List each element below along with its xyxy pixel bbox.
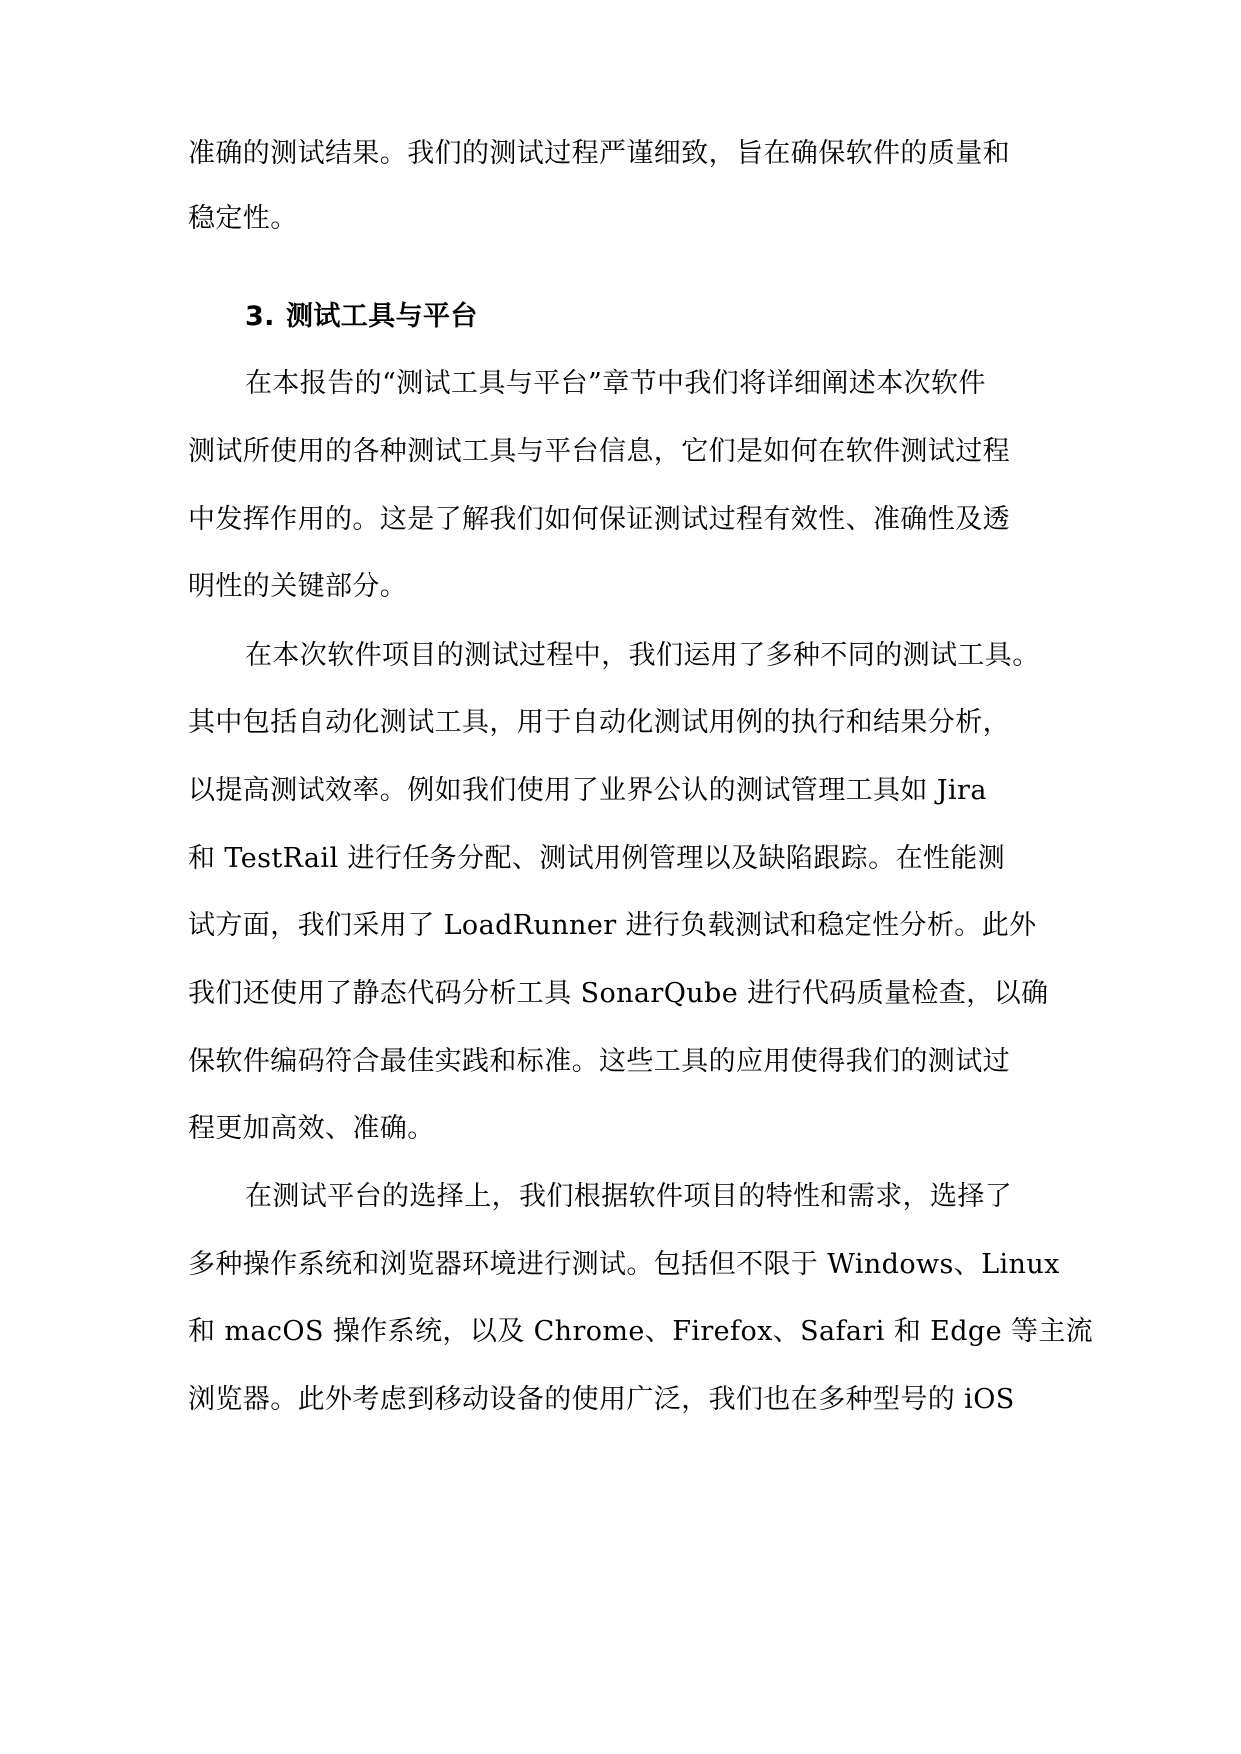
section-number: 3.: [245, 301, 275, 332]
section-title: 测试工具与平台: [286, 301, 478, 332]
paragraph-line: 中发挥作用的。这是了解我们如何保证测试过程有效性、准确性及透: [188, 504, 1010, 535]
paragraph-line: 程更加高效、准确。: [188, 1113, 435, 1144]
paragraph-line: 保软件编码符合最佳实践和标准。这些工具的应用使得我们的测试过: [188, 1046, 1010, 1077]
paragraph-line: 和 TestRail 进行任务分配、测试用例管理以及缺陷跟踪。在性能测: [188, 843, 1006, 874]
paragraph-line: 其中包括自动化测试工具，用于自动化测试用例的执行和结果分析，: [188, 707, 1010, 738]
paragraph-line: 多种操作系统和浏览器环境进行测试。包括但不限于 Windows、Linux: [188, 1249, 1060, 1280]
paragraph-line: 在本次软件项目的测试过程中，我们运用了多种不同的测试工具。: [245, 640, 1040, 671]
document-page: [188, 0, 1094, 1754]
paragraph-line: 在测试平台的选择上，我们根据软件项目的特性和需求，选择了: [245, 1181, 1013, 1212]
paragraph-line: 我们还使用了静态代码分析工具 SonarQube 进行代码质量检查，以确: [188, 978, 1049, 1009]
paragraph-line: 明性的关键部分。: [188, 571, 408, 602]
paragraph-line: 在本报告的“测试工具与平台”章节中我们将详细阐述本次软件: [245, 368, 986, 399]
paragraph-line: 和 macOS 操作系统，以及 Chrome、Firefox、Safari 和 Edge 等主流: [188, 1316, 1094, 1347]
section-heading: [245, 297, 478, 337]
paragraph-line: 浏览器。此外考虑到移动设备的使用广泛，我们也在多种型号的 iOS: [188, 1384, 1015, 1415]
text-line: 稳定性。: [188, 203, 298, 234]
paragraph-line: 测试所使用的各种测试工具与平台信息，它们是如何在软件测试过程: [188, 436, 1010, 467]
paragraph-line: 以提高测试效率。例如我们使用了业界公认的测试管理工具如 Jira: [188, 775, 987, 806]
paragraph-line: 试方面，我们采用了 LoadRunner 进行负载测试和稳定性分析。此外: [188, 910, 1037, 941]
text-line: 准确的测试结果。我们的测试过程严谨细致，旨在确保软件的质量和: [188, 138, 1010, 169]
